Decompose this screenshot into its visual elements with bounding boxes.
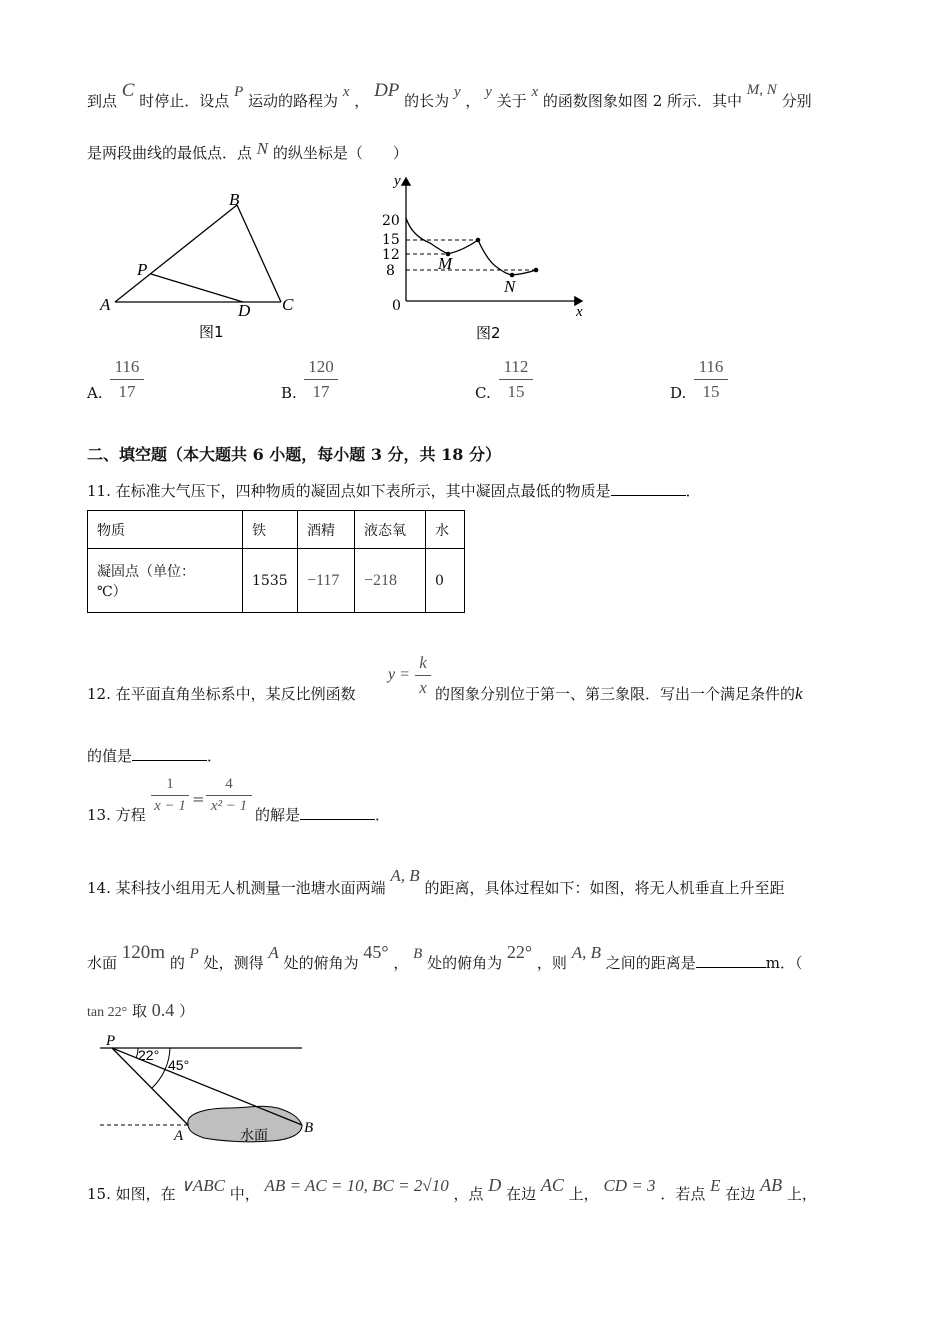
- q11-text: 11. 在标准大气压下，四种物质的凝固点如下表所示，其中凝固点最低的物质是 ．: [87, 482, 701, 500]
- q13-suffix: 的解是 ．: [255, 806, 391, 824]
- q14-line3: tan 22° 取 0.4 ）: [87, 1000, 195, 1020]
- fig1-label-D: D: [238, 301, 251, 320]
- option-c-fraction: 112 15: [499, 357, 533, 402]
- option-c-letter: C.: [475, 384, 491, 402]
- table-row: 凝固点（单位： ℃） 1535 −117 −218 0: [88, 549, 465, 613]
- q14-line1: 14. 某科技小组用无人机测量一池塘水面两端 A, B 的距离，具体过程如下：如图，将无人机垂直上升至距: [87, 866, 785, 897]
- q14-line2: 水面 120m 的 P 处，测得 A 处的俯角为 45° ， B 处的俯角为 22° ，则 A, B 之间的距离是 m．（: [87, 942, 803, 972]
- fig2-tick-20: 20: [382, 213, 400, 229]
- fig1-label-P: P: [137, 260, 148, 279]
- q12-line1-b: 的图象分别位于第一、第三象限．写出一个满足条件的k: [435, 684, 803, 703]
- q13-equals: =: [192, 790, 205, 808]
- option-b-fraction: 120 17: [304, 357, 338, 402]
- q12-y-equals: y =: [388, 666, 410, 683]
- q12-fraction: k x: [415, 653, 431, 698]
- fig14-label-P: P: [106, 1033, 116, 1049]
- q12-line1-a: 12. 在平面直角坐标系中，某反比例函数: [87, 685, 356, 703]
- q10-line2: 是两段曲线的最低点．点 N 的纵坐标是（ ）: [87, 139, 408, 162]
- option-a-fraction: 116 17: [110, 357, 144, 402]
- option-a-letter: A.: [87, 384, 103, 402]
- fig14-water-label: 水面: [240, 1128, 268, 1144]
- q11-answer-blank[interactable]: [611, 481, 686, 496]
- q13-fraction-left: 1 x − 1: [151, 776, 189, 815]
- q13-prefix: 13. 方程: [87, 806, 146, 824]
- q15-line1: 15. 如图，在 ∨ABC 中， AB = AC = 10, BC = 2√10 ，点 D 在边 AC 上， CD = 3 ．若点 E 在边 AB 上，: [87, 1175, 817, 1203]
- fig2-tick-15: 15: [382, 232, 400, 248]
- fig2-y-axis-label: y: [394, 173, 401, 189]
- fig2-tick-12: 12: [382, 247, 400, 263]
- fig14-label-B: B: [304, 1120, 314, 1136]
- q12-answer-blank[interactable]: [132, 746, 207, 761]
- fig1-caption: 图1: [199, 323, 224, 341]
- q14-figure: [90, 1028, 330, 1148]
- figure-2-graph: [378, 170, 598, 345]
- fig2-caption: 图2: [476, 324, 501, 342]
- fig2-origin: 0: [392, 298, 401, 314]
- fig2-label-M: M: [438, 254, 453, 273]
- q12-line2: 的值是 ．: [87, 747, 223, 765]
- fig2-label-N: N: [504, 277, 516, 296]
- fig14-label-A: A: [174, 1128, 184, 1144]
- fig2-tick-8: 8: [386, 263, 395, 279]
- fig14-angle-22: 22°: [138, 1047, 160, 1063]
- option-d-letter: D.: [670, 384, 687, 402]
- q10-line1: 到点 C 时停止．设点 P 运动的路程为 x ， DP 的长为 y ， y 关于 x 的函数图象如图 2 所示．其中 M, N 分别: [87, 80, 812, 110]
- fig2-x-axis-label: x: [576, 304, 583, 320]
- q14-answer-blank[interactable]: [696, 953, 766, 968]
- fig1-label-B: B: [229, 190, 240, 209]
- fig1-label-A: A: [100, 295, 111, 314]
- section-2-heading: 二、填空题（本大题共 6 小题，每小题 3 分，共 18 分）: [87, 445, 501, 464]
- q13-fraction-right: 4 x² − 1: [206, 776, 252, 815]
- option-b-letter: B.: [281, 384, 297, 402]
- q11-table: [87, 510, 465, 613]
- figure-1-triangle: [95, 185, 315, 345]
- option-d-fraction: 116 15: [694, 357, 728, 402]
- fig1-label-C: C: [282, 295, 294, 314]
- fig14-angle-45: 45°: [168, 1057, 190, 1073]
- q13-answer-blank[interactable]: [300, 805, 375, 820]
- table-row: 物质 铁 酒精 液态氧 水: [88, 511, 465, 549]
